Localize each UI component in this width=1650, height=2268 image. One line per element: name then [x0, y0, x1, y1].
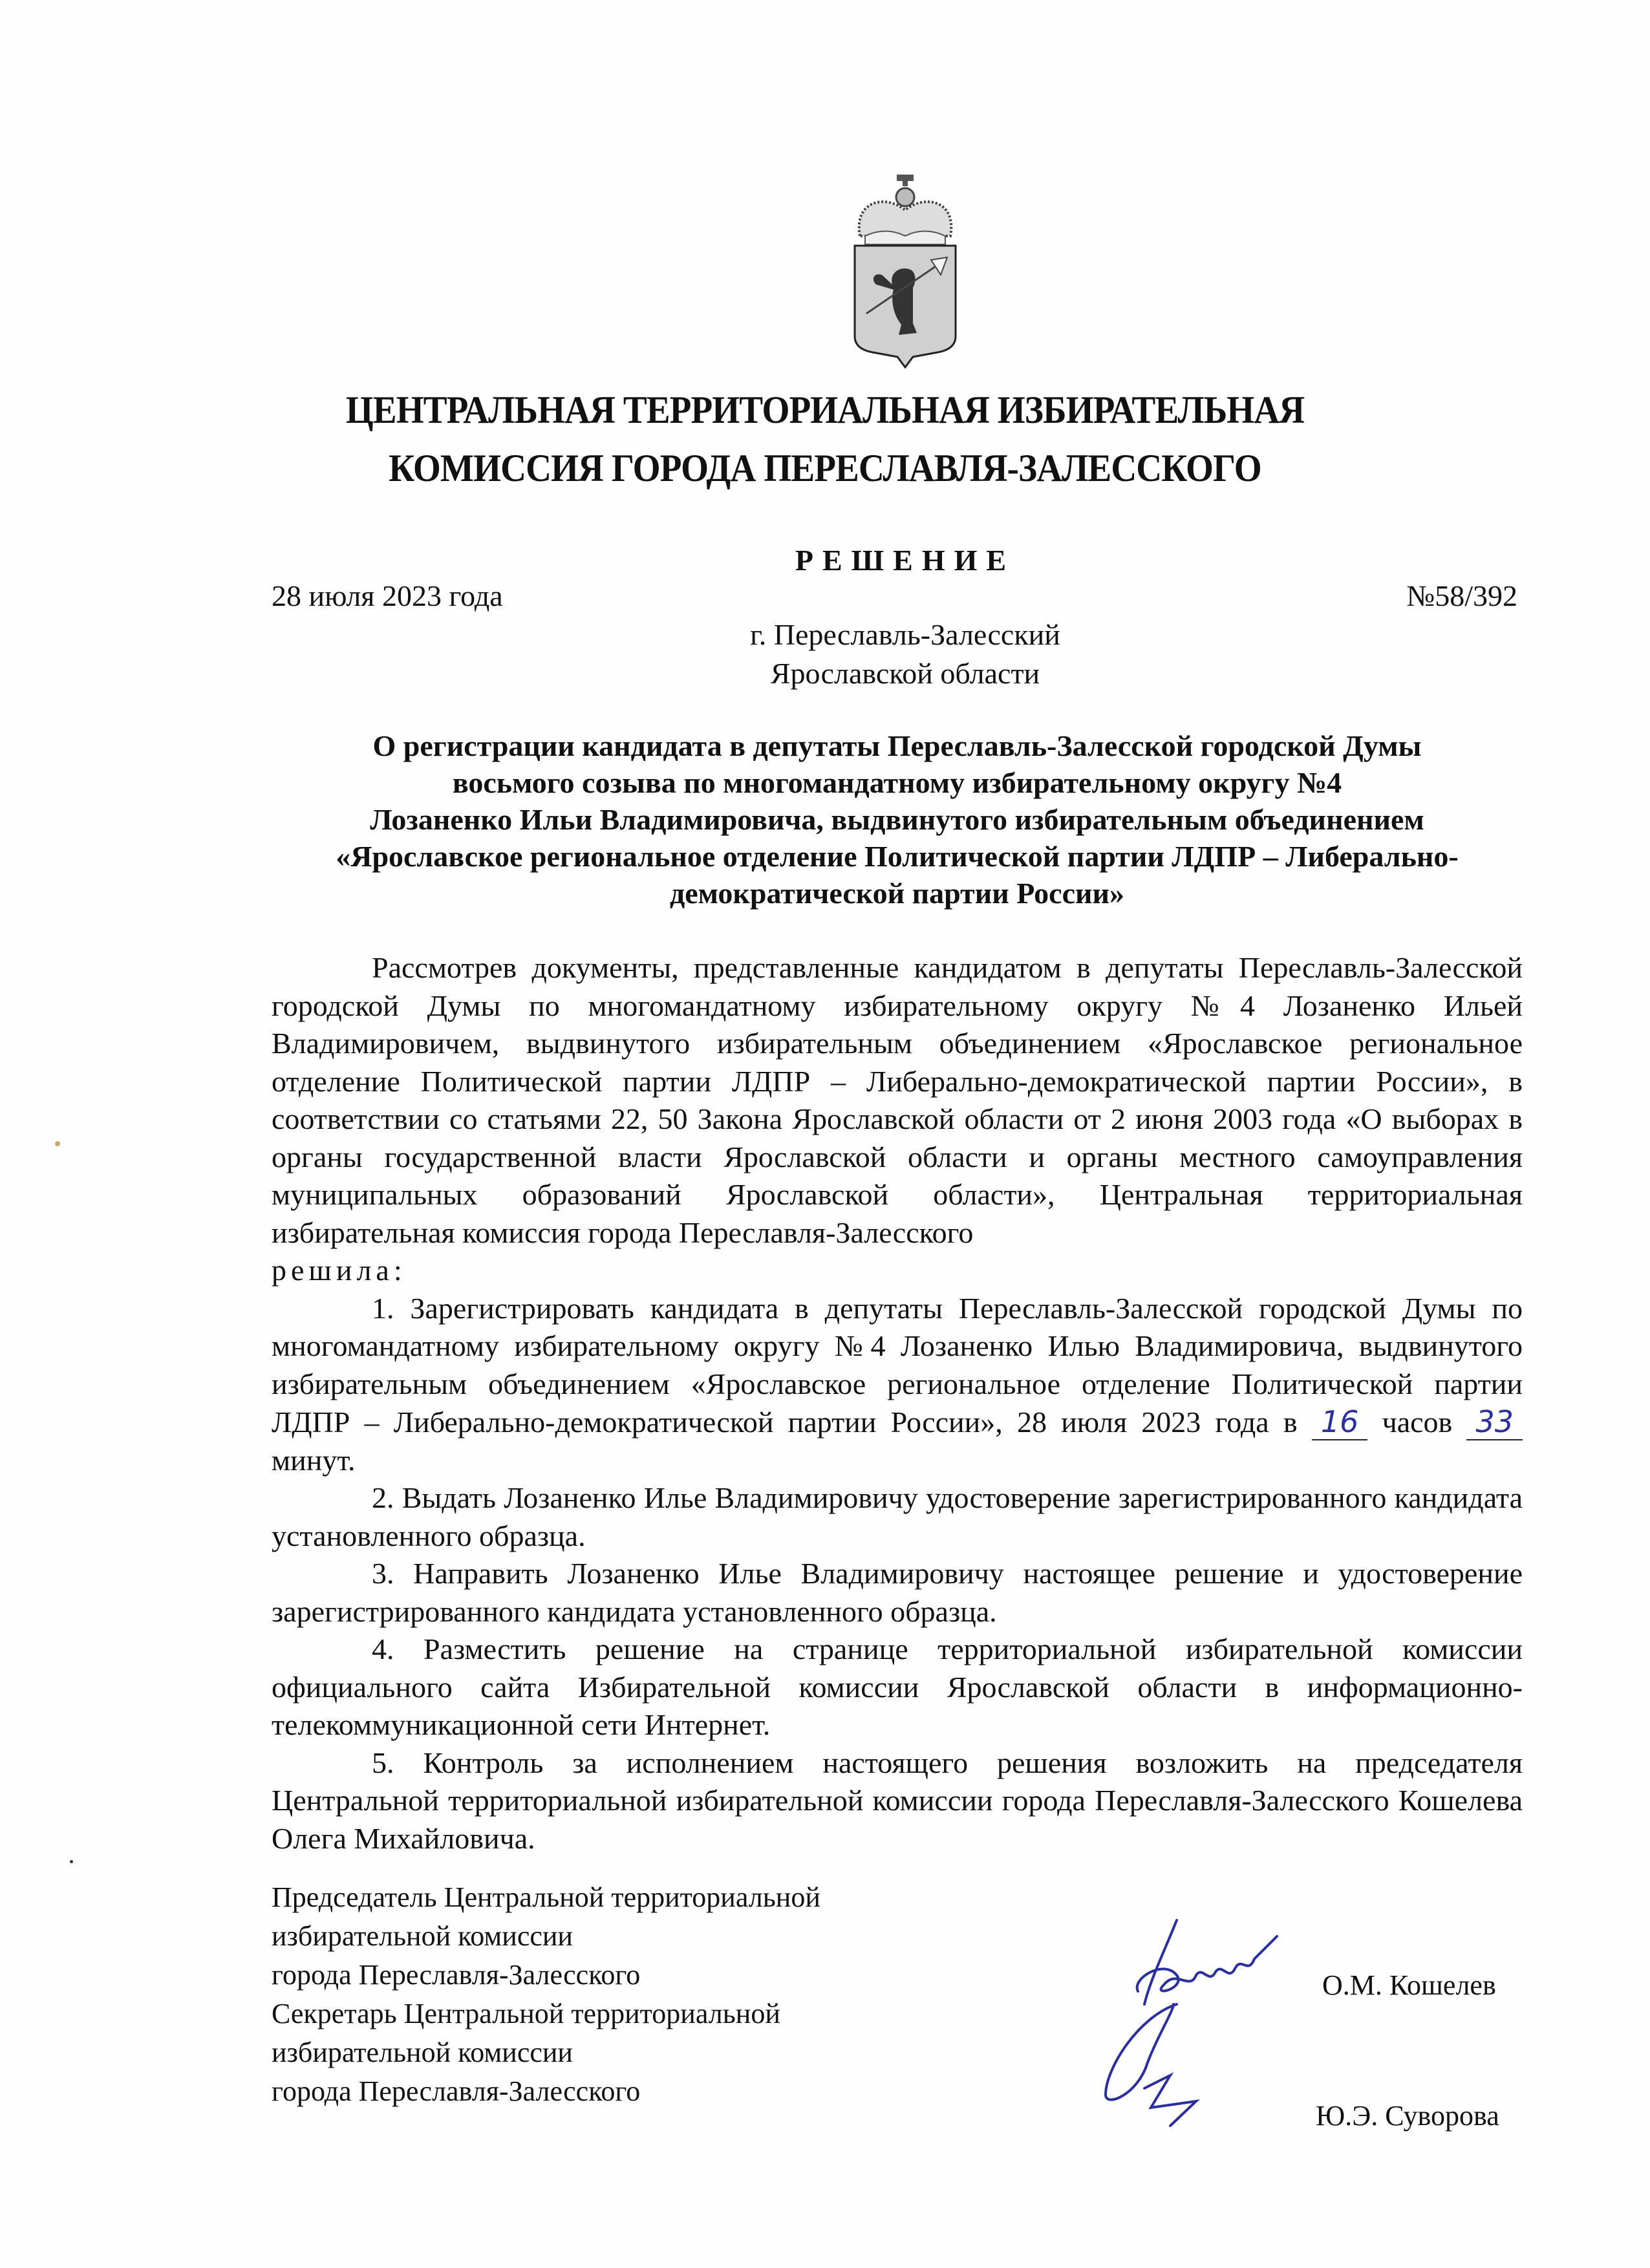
handwritten-hours: 16 — [1312, 1404, 1368, 1440]
decision-body — [272, 949, 1523, 1857]
item-2: 2. Выдать Лозаненко Илье Владимировичу удостоверение зарегистрированного кандидата установленного образца. — [272, 1481, 1523, 1552]
scan-speck — [70, 1860, 73, 1863]
handwritten-minutes: 33 — [1466, 1404, 1523, 1440]
secretary-name: Ю.Э. Суворова — [1316, 2100, 1499, 2132]
chair-name: О.М. Кошелев — [1322, 1969, 1496, 2001]
place-region: Ярославской области — [770, 657, 1040, 690]
preamble-paragraph: Рассмотрев документы, представленные кандидатом в депутаты Переславль-Залесской городской Думы по многомандатному избирательному округу №4 Лозаненко Ильей Владимировичем, выдвинутого избирательным объединением «Ярославское региональное отделение Политической партии ЛДПР – Либерально-демократической партии России», в соответствии со статьями 22, 50 Закона Ярославской области от 2 июня 2003 года «О выборах в органы государственной власти Ярославской области и органы местного самоуправления муниципальных образований Ярославской области», Центральная территориальная избирательная комиссия города Переславля-Залесского — [272, 951, 1523, 1249]
secretary-title-line: города Переславля-Залесского — [272, 2075, 641, 2107]
scan-speck — [55, 1141, 60, 1146]
coat-of-arms-icon — [841, 175, 970, 369]
resolved-label: решила: — [272, 1254, 407, 1287]
document-type: РЕШЕНИЕ — [795, 544, 1016, 577]
chair-title-line: города Переславля-Залесского — [272, 1959, 641, 1991]
item-3: 3. Направить Лозаненко Илье Владимировичу настоящее решение и удостоверение зарегистрированного кандидата установленного образца. — [272, 1557, 1523, 1628]
title-line: демократической партии России» — [669, 877, 1125, 910]
chair-signature-icon — [1125, 1914, 1293, 2011]
minutes-label: минут. — [272, 1443, 356, 1477]
title-line: восьмого созыва по многомандатному избирательному округу №4 — [452, 766, 1342, 799]
organization-name-line2: КОМИССИЯ ГОРОДА ПЕРЕСЛАВЛЯ-ЗАЛЕССКОГО — [389, 447, 1261, 489]
document-date: 28 июля 2023 года — [272, 579, 503, 612]
place-city: г. Переславль-Залесский — [750, 618, 1060, 651]
chair-title-line: Председатель Центральной территориальной — [272, 1881, 820, 1913]
chair-title-line: избирательной комиссии — [272, 1920, 573, 1952]
secretary-title-line: избирательной комиссии — [272, 2037, 573, 2068]
title-line: О регистрации кандидата в депутаты Переславль-Залесской городской Думы — [372, 729, 1422, 762]
item-1 — [272, 1290, 1523, 1480]
item-4: 4. Разместить решение на странице территориальной избирательной комиссии официального сайта Избирательной комиссии Ярославской области в информационно-телекоммуникационной сети Интернет. — [272, 1632, 1523, 1741]
signer-titles — [272, 1878, 820, 2111]
title-line: «Ярославское региональное отделение Политической партии ЛДПР – Либерально- — [336, 840, 1459, 873]
hours-label: часов — [1382, 1406, 1453, 1439]
decision-title — [272, 727, 1523, 912]
item-5: 5. Контроль за исполнением настоящего решения возложить на председателя Центральной территориальной избирательной комиссии города Переславля-Залесского Кошелева Олега Михайловича. — [272, 1746, 1523, 1855]
secretary-signature-icon — [1099, 1998, 1228, 2127]
secretary-title-line: Секретарь Центральной территориальной — [272, 1998, 780, 2029]
item-1-text: 1. Зарегистрировать кандидата в депутаты Переславль-Залесской городской Думы по многомандатному избирательному округу №4 Лозаненко Илью Владимировича, выдвинутого избирательным объединением «Ярославское региональное отделение Политической партии ЛДПР – Либерально-демократической партии России», 28 июля 2023 года в — [272, 1291, 1523, 1439]
document-number: №58/392 — [1406, 579, 1517, 612]
organization-name-line1: ЦЕНТРАЛЬНАЯ ТЕРРИТОРИАЛЬНАЯ ИЗБИРАТЕЛЬНАЯ — [345, 389, 1305, 431]
title-line: Лозаненко Ильи Владимировича, выдвинутого избирательным объединением — [370, 803, 1424, 836]
